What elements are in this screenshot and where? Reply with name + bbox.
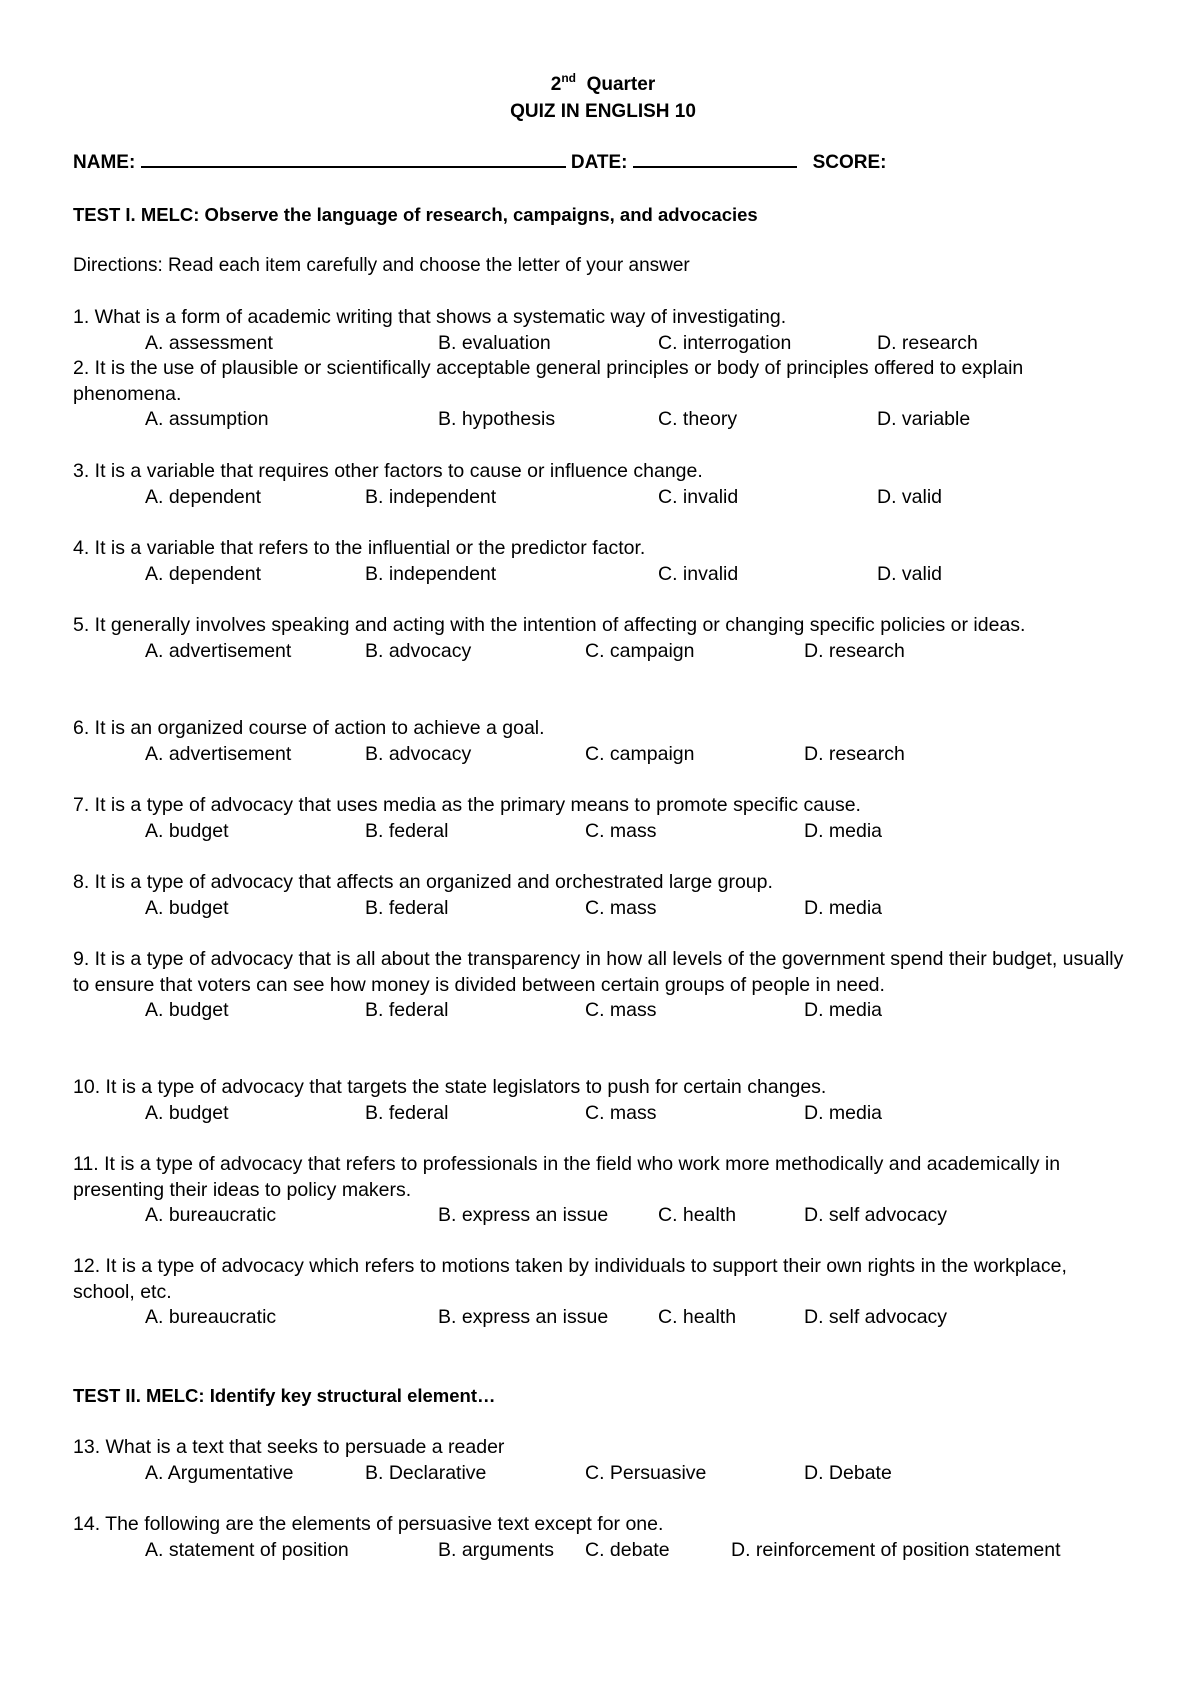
option-c[interactable]: C. mass bbox=[585, 819, 657, 842]
option-a[interactable]: A. advertisement bbox=[145, 742, 292, 765]
option-a[interactable]: A. bureaucratic bbox=[145, 1204, 277, 1226]
quiz-header bbox=[73, 71, 1133, 125]
option-c[interactable]: C. mass bbox=[585, 1101, 657, 1124]
student-info-line bbox=[73, 150, 887, 174]
options-row bbox=[73, 562, 1133, 587]
option-d[interactable]: D. variable bbox=[877, 408, 971, 430]
option-b[interactable]: B. evaluation bbox=[438, 331, 551, 354]
option-c[interactable]: C. theory bbox=[658, 408, 738, 430]
question-10 bbox=[73, 1075, 1133, 1126]
option-a[interactable]: A. budget bbox=[145, 819, 229, 842]
quarter-heading bbox=[73, 71, 1133, 98]
options-row bbox=[73, 407, 1133, 432]
options-row bbox=[73, 896, 1133, 921]
option-a[interactable]: A. Argumentative bbox=[145, 1461, 294, 1484]
option-b[interactable]: B. federal bbox=[365, 999, 449, 1021]
score-label: SCORE: bbox=[812, 152, 887, 173]
option-a[interactable]: A. dependent bbox=[145, 562, 262, 585]
options-row bbox=[73, 331, 1133, 356]
option-d[interactable]: D. media bbox=[804, 819, 883, 842]
question-text: 10. It is a type of advocacy that targets the state legislators to push for certain changes. bbox=[73, 1076, 827, 1098]
option-d[interactable]: D. research bbox=[804, 742, 905, 765]
question-text: 13. What is a text that seeks to persuade a reader bbox=[73, 1436, 505, 1458]
question-1 bbox=[73, 305, 1133, 356]
option-c[interactable]: C. debate bbox=[585, 1538, 670, 1561]
option-b[interactable]: B. hypothesis bbox=[438, 408, 556, 430]
quarter-word: Quarter bbox=[586, 74, 656, 95]
option-d[interactable]: D. self advocacy bbox=[804, 1204, 948, 1226]
option-b[interactable]: B. advocacy bbox=[365, 639, 472, 662]
test-1-title: TEST I. MELC: Observe the language of research, campaigns, and advocacies bbox=[73, 204, 758, 225]
question-text: 1. What is a form of academic writing that shows a systematic way of investigating. bbox=[73, 306, 787, 328]
option-d[interactable]: D. media bbox=[804, 999, 883, 1021]
question-2 bbox=[73, 356, 1133, 432]
option-c[interactable]: C. mass bbox=[585, 999, 657, 1021]
options-row bbox=[73, 1203, 1133, 1228]
option-a[interactable]: A. dependent bbox=[145, 485, 262, 508]
question-text: 2. It is the use of plausible or scientifically acceptable general principles or body of principles offered to explain phenomena. bbox=[73, 357, 1024, 405]
name-blank bbox=[141, 150, 566, 168]
option-c[interactable]: C. health bbox=[658, 1204, 737, 1226]
question-text: 12. It is a type of advocacy which refers to motions taken by individuals to support their own rights in the workplace, school, etc. bbox=[73, 1255, 1067, 1303]
quiz-title: QUIZ IN ENGLISH 10 bbox=[510, 101, 696, 122]
options-row bbox=[73, 819, 1133, 844]
option-c[interactable]: C. campaign bbox=[585, 742, 695, 765]
options-row bbox=[73, 742, 1133, 767]
option-b[interactable]: B. independent bbox=[365, 562, 497, 585]
option-a[interactable]: A. bureaucratic bbox=[145, 1306, 277, 1328]
option-b[interactable]: B. federal bbox=[365, 896, 449, 919]
options-row bbox=[73, 485, 1133, 510]
option-b[interactable]: B. federal bbox=[365, 819, 449, 842]
options-row bbox=[73, 639, 1133, 664]
option-c[interactable]: C. invalid bbox=[658, 485, 739, 508]
option-d[interactable]: D. self advocacy bbox=[804, 1306, 948, 1328]
question-text: 3. It is a variable that requires other factors to cause or influence change. bbox=[73, 460, 703, 482]
option-d[interactable]: D. reinforcement of position statement bbox=[731, 1538, 1061, 1561]
question-13 bbox=[73, 1435, 1133, 1486]
option-c[interactable]: C. Persuasive bbox=[585, 1461, 707, 1484]
options-row bbox=[73, 1305, 1133, 1330]
question-12 bbox=[73, 1254, 1133, 1330]
question-3 bbox=[73, 459, 1133, 510]
question-text: 7. It is a type of advocacy that uses media as the primary means to promote specific cause. bbox=[73, 794, 861, 816]
date-label: DATE: bbox=[570, 152, 628, 173]
options-row bbox=[73, 1461, 1133, 1486]
option-d[interactable]: D. Debate bbox=[804, 1461, 892, 1484]
question-text: 14. The following are the elements of persuasive text except for one. bbox=[73, 1513, 664, 1535]
quarter-number: 2 bbox=[550, 74, 562, 95]
option-c[interactable]: C. campaign bbox=[585, 639, 695, 662]
option-b[interactable]: B. Declarative bbox=[365, 1461, 487, 1484]
options-row bbox=[73, 998, 1133, 1023]
option-d[interactable]: D. media bbox=[804, 1101, 883, 1124]
option-c[interactable]: C. health bbox=[658, 1306, 737, 1328]
question-7 bbox=[73, 793, 1133, 844]
option-b[interactable]: B. express an issue bbox=[438, 1306, 609, 1328]
question-text: 9. It is a type of advocacy that is all about the transparency in how all levels of the government spend their budget, usually to ensure that voters can see how money is divided between certain groups of people in need. bbox=[73, 948, 1124, 996]
question-text: 5. It generally involves speaking and acting with the intention of affecting or changing specific policies or ideas. bbox=[73, 614, 1026, 636]
option-d[interactable]: D. valid bbox=[877, 485, 943, 508]
test-1-directions: Directions: Read each item carefully and choose the letter of your answer bbox=[73, 255, 690, 276]
question-text: 11. It is a type of advocacy that refers to professionals in the field who work more methodically and academically in presenting their ideas to policy makers. bbox=[73, 1153, 1061, 1201]
quarter-superscript: nd bbox=[561, 71, 577, 85]
option-b[interactable]: B. federal bbox=[365, 1101, 449, 1124]
question-4 bbox=[73, 536, 1133, 587]
option-a[interactable]: A. budget bbox=[145, 1101, 229, 1124]
options-row bbox=[73, 1538, 1133, 1563]
option-a[interactable]: A. assessment bbox=[145, 331, 273, 354]
option-a[interactable]: A. statement of position bbox=[145, 1538, 349, 1561]
option-c[interactable]: C. mass bbox=[585, 896, 657, 919]
option-b[interactable]: B. advocacy bbox=[365, 742, 472, 765]
question-14 bbox=[73, 1512, 1133, 1563]
question-text: 6. It is an organized course of action to achieve a goal. bbox=[73, 717, 545, 739]
option-c[interactable]: C. invalid bbox=[658, 562, 739, 585]
option-d[interactable]: D. research bbox=[877, 331, 978, 354]
question-5 bbox=[73, 613, 1133, 664]
option-d[interactable]: D. valid bbox=[877, 562, 943, 585]
question-9 bbox=[73, 947, 1133, 1023]
option-b[interactable]: B. express an issue bbox=[438, 1204, 609, 1226]
name-label: NAME: bbox=[73, 152, 136, 173]
question-11 bbox=[73, 1152, 1133, 1228]
options-row bbox=[73, 1101, 1133, 1126]
option-a[interactable]: A. assumption bbox=[145, 408, 269, 430]
question-text: 4. It is a variable that refers to the influential or the predictor factor. bbox=[73, 537, 646, 559]
option-c[interactable]: C. interrogation bbox=[658, 331, 792, 354]
option-d[interactable]: D. media bbox=[804, 896, 883, 919]
question-text: 8. It is a type of advocacy that affects an organized and orchestrated large group. bbox=[73, 871, 773, 893]
option-a[interactable]: A. advertisement bbox=[145, 639, 292, 662]
question-8 bbox=[73, 870, 1133, 921]
option-a[interactable]: A. budget bbox=[145, 999, 229, 1021]
test-2-title: TEST II. MELC: Identify key structural element… bbox=[73, 1385, 496, 1406]
option-b[interactable]: B. independent bbox=[365, 485, 497, 508]
option-d[interactable]: D. research bbox=[804, 639, 905, 662]
option-b[interactable]: B. arguments bbox=[438, 1538, 554, 1561]
option-a[interactable]: A. budget bbox=[145, 896, 229, 919]
date-blank bbox=[633, 150, 797, 168]
question-6 bbox=[73, 716, 1133, 767]
